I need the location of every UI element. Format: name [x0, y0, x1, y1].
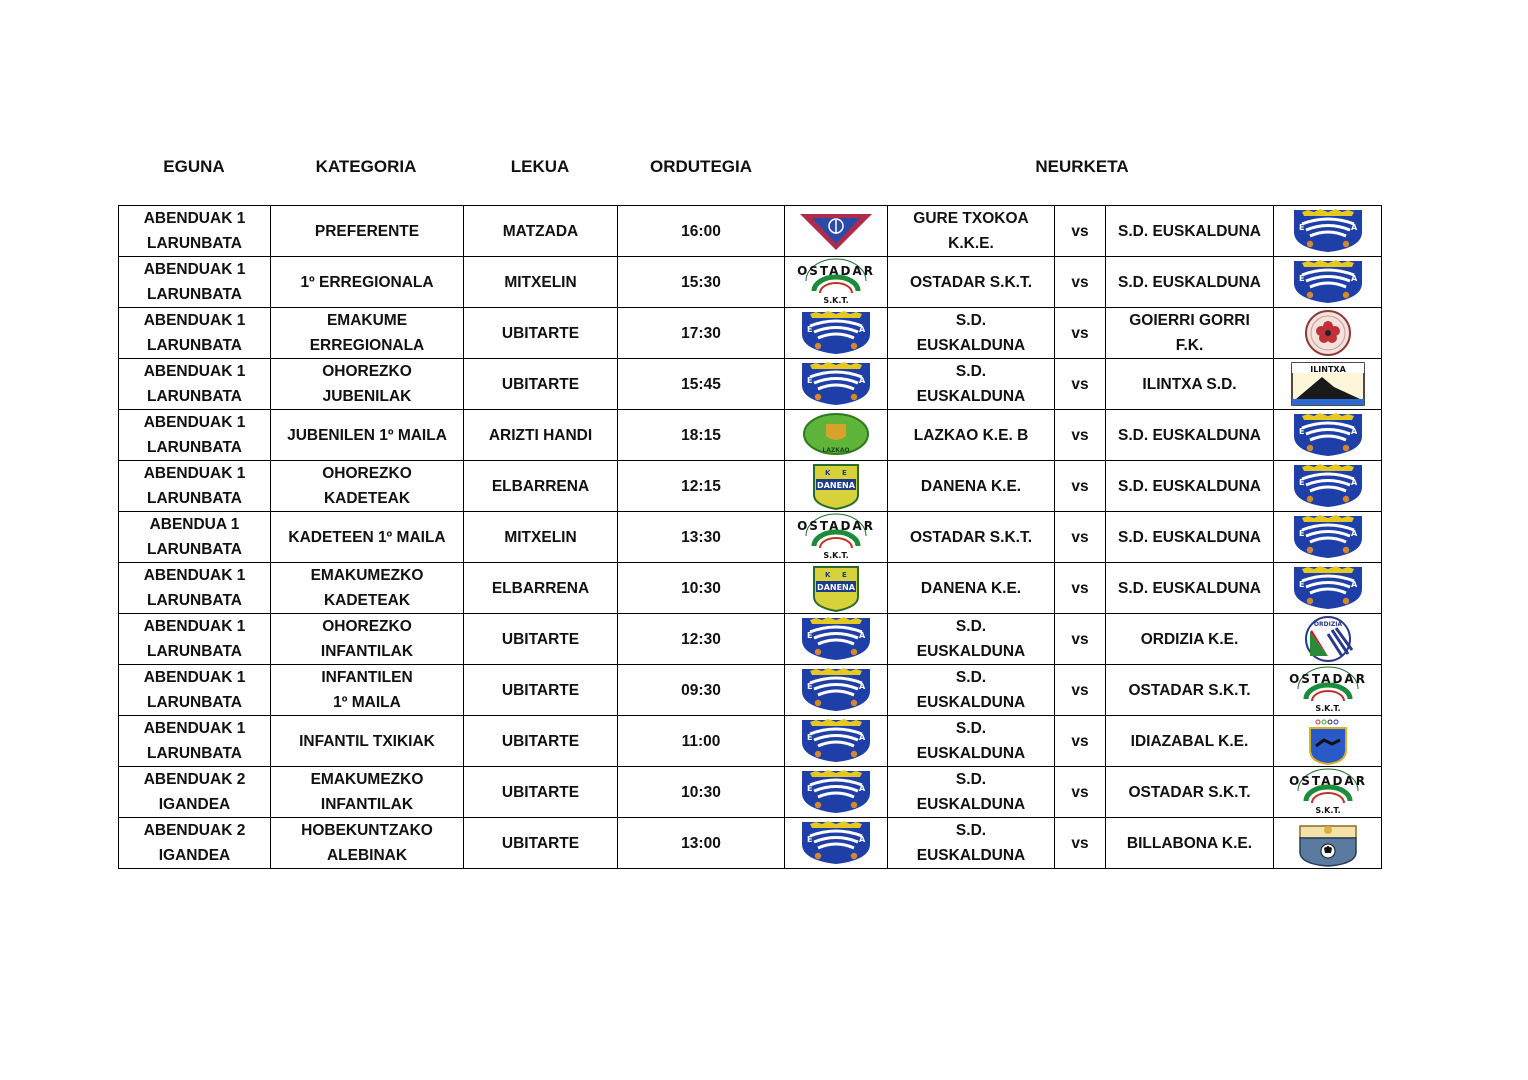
billabona-crest-icon	[1288, 818, 1368, 868]
day-cell: ABENDUA 1 LARUNBATA	[119, 512, 271, 563]
category-cell: 1º ERREGIONALA	[271, 257, 464, 308]
ostadar-crest-icon	[1288, 767, 1368, 817]
away-team-cell: S.D. EUSKALDUNA	[1106, 461, 1274, 512]
venue-cell: UBITARTE	[464, 767, 618, 818]
table-row	[119, 512, 1382, 563]
venue-cell: MITXELIN	[464, 512, 618, 563]
home-team-cell: DANENA K.E.	[888, 461, 1055, 512]
day-cell: ABENDUAK 1 LARUNBATA	[119, 665, 271, 716]
ordizia-crest-icon	[1288, 614, 1368, 664]
venue-cell: UBITARTE	[464, 818, 618, 869]
time-cell: 13:00	[618, 818, 785, 869]
away-team-cell: OSTADAR S.K.T.	[1106, 665, 1274, 716]
svg-text:E: E	[842, 571, 847, 579]
home-team-cell: S.D. EUSKALDUNA	[888, 359, 1055, 410]
euskalduna-shield-icon	[1288, 563, 1368, 613]
svg-text:A: A	[859, 733, 866, 742]
home-logo-cell	[785, 257, 888, 308]
table-row	[119, 257, 1382, 308]
away-team-cell: S.D. EUSKALDUNA	[1106, 206, 1274, 257]
time-cell: 17:30	[618, 308, 785, 359]
away-logo-cell	[1274, 563, 1382, 614]
header-neurketa: NEURKETA	[1035, 157, 1129, 176]
svg-text:A: A	[1350, 580, 1357, 589]
svg-text:A: A	[1350, 274, 1357, 283]
vs-cell: vs	[1055, 512, 1106, 563]
home-team-cell: OSTADAR S.K.T.	[888, 257, 1055, 308]
svg-text:ORDIZIA: ORDIZIA	[1313, 621, 1342, 628]
away-team-cell: OSTADAR S.K.T.	[1106, 767, 1274, 818]
away-team-cell: GOIERRI GORRI F.K.	[1106, 308, 1274, 359]
svg-text:LAZKAO: LAZKAO	[822, 447, 850, 454]
vs-cell: vs	[1055, 461, 1106, 512]
svg-text:E: E	[807, 376, 813, 385]
time-cell: 15:45	[618, 359, 785, 410]
euskalduna-shield-icon	[796, 665, 876, 715]
home-logo-cell	[785, 614, 888, 665]
venue-cell: UBITARTE	[464, 359, 618, 410]
round-flower-crest-icon	[1288, 308, 1368, 358]
table-row	[119, 818, 1382, 869]
day-cell: ABENDUAK 1 LARUNBATA	[119, 206, 271, 257]
header-kategoria: KATEGORIA	[315, 157, 417, 176]
table-row	[119, 614, 1382, 665]
time-cell: 13:30	[618, 512, 785, 563]
svg-text:S.K.T.: S.K.T.	[1314, 806, 1341, 815]
time-cell: 09:30	[618, 665, 785, 716]
ostadar-crest-icon	[796, 257, 876, 307]
time-cell: 12:30	[618, 614, 785, 665]
svg-text:E: E	[1298, 223, 1304, 232]
vs-cell: vs	[1055, 716, 1106, 767]
euskalduna-shield-icon	[1288, 257, 1368, 307]
ostadar-crest-icon	[796, 512, 876, 562]
category-cell: KADETEEN 1º MAILA	[271, 512, 464, 563]
time-cell: 12:15	[618, 461, 785, 512]
away-logo-cell	[1274, 818, 1382, 869]
svg-text:E: E	[807, 784, 813, 793]
vs-cell: vs	[1055, 257, 1106, 308]
venue-cell: UBITARTE	[464, 665, 618, 716]
home-logo-cell	[785, 665, 888, 716]
schedule-table	[118, 205, 1382, 869]
vs-cell: vs	[1055, 665, 1106, 716]
away-logo-cell	[1274, 614, 1382, 665]
day-cell: ABENDUAK 2 IGANDEA	[119, 818, 271, 869]
home-logo-cell	[785, 461, 888, 512]
home-logo-cell	[785, 410, 888, 461]
danena-crest-icon	[796, 563, 876, 613]
svg-text:A: A	[859, 325, 866, 334]
euskalduna-shield-icon	[1288, 512, 1368, 562]
category-cell: OHOREZKO INFANTILAK	[271, 614, 464, 665]
away-logo-cell	[1274, 359, 1382, 410]
svg-text:E: E	[1298, 529, 1304, 538]
away-team-cell: ORDIZIA K.E.	[1106, 614, 1274, 665]
venue-cell: MITXELIN	[464, 257, 618, 308]
day-cell: ABENDUAK 1 LARUNBATA	[119, 257, 271, 308]
svg-text:E: E	[807, 835, 813, 844]
ostadar-crest-icon	[1288, 665, 1368, 715]
home-team-cell: S.D. EUSKALDUNA	[888, 308, 1055, 359]
venue-cell: MATZADA	[464, 206, 618, 257]
time-cell: 10:30	[618, 563, 785, 614]
table-row	[119, 359, 1382, 410]
vs-cell: vs	[1055, 359, 1106, 410]
svg-text:E: E	[807, 682, 813, 691]
svg-text:A: A	[1350, 529, 1357, 538]
venue-cell: UBITARTE	[464, 716, 618, 767]
green-oval-crest-icon	[796, 410, 876, 460]
header-eguna: EGUNA	[163, 157, 225, 176]
home-team-cell: S.D. EUSKALDUNA	[888, 818, 1055, 869]
away-team-cell: IDIAZABAL K.E.	[1106, 716, 1274, 767]
header-ordutegia: ORDUTEGIA	[650, 157, 752, 176]
category-cell: HOBEKUNTZAKO ALEBINAK	[271, 818, 464, 869]
vs-cell: vs	[1055, 308, 1106, 359]
home-logo-cell	[785, 206, 888, 257]
svg-text:OSTADAR: OSTADAR	[1288, 672, 1367, 686]
home-team-cell: S.D. EUSKALDUNA	[888, 665, 1055, 716]
svg-text:E: E	[1298, 427, 1304, 436]
home-team-cell: DANENA K.E.	[888, 563, 1055, 614]
day-cell: ABENDUAK 2 IGANDEA	[119, 767, 271, 818]
svg-text:K: K	[825, 469, 831, 477]
svg-text:E: E	[1298, 274, 1304, 283]
day-cell: ABENDUAK 1 LARUNBATA	[119, 410, 271, 461]
home-logo-cell	[785, 767, 888, 818]
svg-text:ILINTXA: ILINTXA	[1309, 365, 1346, 374]
away-logo-cell	[1274, 308, 1382, 359]
category-cell: EMAKUME ERREGIONALA	[271, 308, 464, 359]
home-team-cell: OSTADAR S.K.T.	[888, 512, 1055, 563]
home-logo-cell	[785, 563, 888, 614]
svg-text:E: E	[807, 325, 813, 334]
idiazabal-crest-icon	[1288, 716, 1368, 766]
euskalduna-shield-icon	[796, 818, 876, 868]
schedule-rows	[119, 206, 1382, 869]
vs-cell: vs	[1055, 767, 1106, 818]
svg-text:S.K.T.: S.K.T.	[1314, 704, 1341, 713]
svg-text:A: A	[1350, 427, 1357, 436]
time-cell: 16:00	[618, 206, 785, 257]
home-team-cell: S.D. EUSKALDUNA	[888, 767, 1055, 818]
away-logo-cell	[1274, 665, 1382, 716]
euskalduna-shield-icon	[1288, 461, 1368, 511]
svg-text:S.K.T.: S.K.T.	[823, 551, 849, 560]
day-cell: ABENDUAK 1 LARUNBATA	[119, 614, 271, 665]
category-cell: OHOREZKO JUBENILAK	[271, 359, 464, 410]
day-cell: ABENDUAK 1 LARUNBATA	[119, 461, 271, 512]
table-row	[119, 410, 1382, 461]
svg-text:S.K.T.: S.K.T.	[823, 296, 849, 305]
away-logo-cell	[1274, 410, 1382, 461]
time-cell: 15:30	[618, 257, 785, 308]
away-logo-cell	[1274, 716, 1382, 767]
vs-cell: vs	[1055, 818, 1106, 869]
vs-cell: vs	[1055, 563, 1106, 614]
svg-text:A: A	[859, 631, 866, 640]
svg-text:OSTADAR: OSTADAR	[797, 519, 875, 533]
away-logo-cell	[1274, 767, 1382, 818]
svg-text:E: E	[807, 733, 813, 742]
table-row	[119, 665, 1382, 716]
red-triangle-crest-icon	[796, 206, 876, 256]
euskalduna-shield-icon	[796, 614, 876, 664]
away-team-cell: S.D. EUSKALDUNA	[1106, 257, 1274, 308]
home-team-cell: GURE TXOKOA K.K.E.	[888, 206, 1055, 257]
svg-text:E: E	[1298, 580, 1304, 589]
category-cell: EMAKUMEZKO KADETEAK	[271, 563, 464, 614]
away-team-cell: S.D. EUSKALDUNA	[1106, 512, 1274, 563]
day-cell: ABENDUAK 1 LARUNBATA	[119, 563, 271, 614]
table-row	[119, 716, 1382, 767]
svg-text:A: A	[859, 376, 866, 385]
category-cell: INFANTILEN 1º MAILA	[271, 665, 464, 716]
away-logo-cell	[1274, 461, 1382, 512]
home-team-cell: LAZKAO K.E. B	[888, 410, 1055, 461]
euskalduna-shield-icon	[796, 308, 876, 358]
svg-text:A: A	[859, 784, 866, 793]
svg-text:DANENA: DANENA	[817, 481, 855, 490]
venue-cell: UBITARTE	[464, 308, 618, 359]
time-cell: 18:15	[618, 410, 785, 461]
table-row	[119, 308, 1382, 359]
away-team-cell: ILINTXA S.D.	[1106, 359, 1274, 410]
time-cell: 11:00	[618, 716, 785, 767]
header-lekua: LEKUA	[510, 157, 570, 176]
euskalduna-shield-icon	[1288, 206, 1368, 256]
euskalduna-shield-icon	[1288, 410, 1368, 460]
day-cell: ABENDUAK 1 LARUNBATA	[119, 716, 271, 767]
venue-cell: ELBARRENA	[464, 563, 618, 614]
venue-cell: ELBARRENA	[464, 461, 618, 512]
svg-text:A: A	[859, 835, 866, 844]
mountain-crest-icon	[1288, 359, 1368, 409]
svg-text:A: A	[1350, 478, 1357, 487]
svg-text:A: A	[1350, 223, 1357, 232]
euskalduna-shield-icon	[796, 767, 876, 817]
vs-cell: vs	[1055, 206, 1106, 257]
away-team-cell: BILLABONA K.E.	[1106, 818, 1274, 869]
away-team-cell: S.D. EUSKALDUNA	[1106, 410, 1274, 461]
vs-cell: vs	[1055, 614, 1106, 665]
danena-crest-icon	[796, 461, 876, 511]
home-team-cell: S.D. EUSKALDUNA	[888, 614, 1055, 665]
table-row	[119, 767, 1382, 818]
home-team-cell: S.D. EUSKALDUNA	[888, 716, 1055, 767]
away-team-cell: S.D. EUSKALDUNA	[1106, 563, 1274, 614]
home-logo-cell	[785, 512, 888, 563]
vs-cell: vs	[1055, 410, 1106, 461]
venue-cell: ARIZTI HANDI	[464, 410, 618, 461]
table-row	[119, 461, 1382, 512]
category-cell: PREFERENTE	[271, 206, 464, 257]
time-cell: 10:30	[618, 767, 785, 818]
day-cell: ABENDUAK 1 LARUNBATA	[119, 308, 271, 359]
category-cell: JUBENILEN 1º MAILA	[271, 410, 464, 461]
svg-text:A: A	[859, 682, 866, 691]
home-logo-cell	[785, 818, 888, 869]
category-cell: INFANTIL TXIKIAK	[271, 716, 464, 767]
svg-text:E: E	[1298, 478, 1304, 487]
euskalduna-shield-icon	[796, 716, 876, 766]
svg-text:E: E	[807, 631, 813, 640]
day-cell: ABENDUAK 1 LARUNBATA	[119, 359, 271, 410]
euskalduna-shield-icon	[796, 359, 876, 409]
svg-text:E: E	[842, 469, 847, 477]
svg-text:OSTADAR: OSTADAR	[797, 264, 875, 278]
table-row	[119, 206, 1382, 257]
svg-text:OSTADAR: OSTADAR	[1288, 774, 1367, 788]
svg-text:K: K	[825, 571, 831, 579]
venue-cell: UBITARTE	[464, 614, 618, 665]
home-logo-cell	[785, 308, 888, 359]
away-logo-cell	[1274, 512, 1382, 563]
category-cell: OHOREZKO KADETEAK	[271, 461, 464, 512]
home-logo-cell	[785, 359, 888, 410]
category-cell: EMAKUMEZKO INFANTILAK	[271, 767, 464, 818]
home-logo-cell	[785, 716, 888, 767]
away-logo-cell	[1274, 257, 1382, 308]
away-logo-cell	[1274, 206, 1382, 257]
svg-text:DANENA: DANENA	[817, 583, 855, 592]
table-row	[119, 563, 1382, 614]
